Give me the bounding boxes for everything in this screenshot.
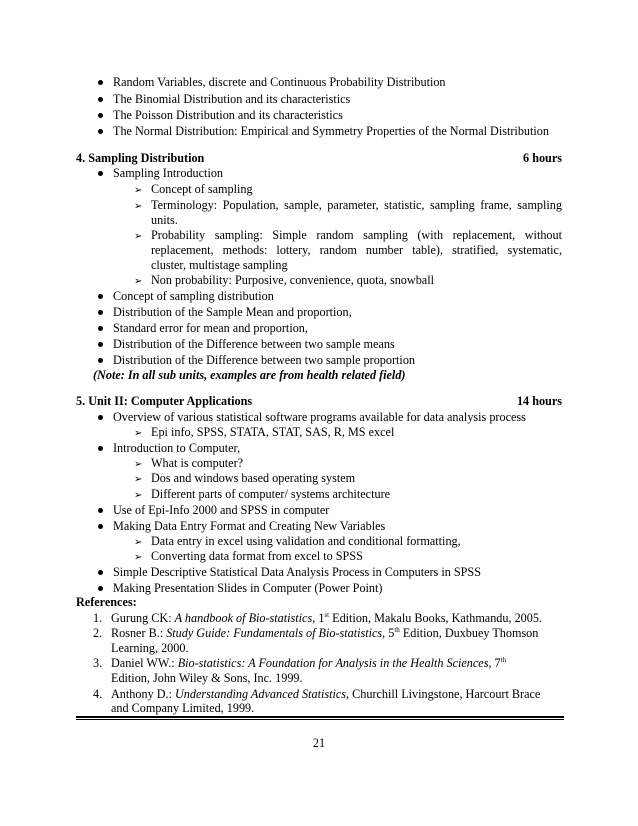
list-item: The Poisson Distribution and its characteristics bbox=[113, 108, 343, 122]
section-5-title: 5. Unit II: Computer Applications bbox=[76, 394, 253, 408]
sub-list-item: Data entry in excel using validation and conditional formatting, bbox=[151, 534, 461, 548]
list-item: Overview of various statistical software programs available for data analysis process bbox=[113, 410, 526, 424]
list-item: Use of Epi-Info 2000 and SPSS in computer bbox=[113, 503, 330, 517]
reference-number: 3. bbox=[93, 656, 103, 670]
sub-list-item: Non probability: Purposive, convenience, quota, snowball bbox=[151, 273, 434, 287]
list-item: Sampling Introduction bbox=[113, 166, 224, 180]
list-item: The Binomial Distribution and its characteristics bbox=[113, 92, 351, 106]
section-4-note: (Note: In all sub units, examples are from health related field) bbox=[93, 368, 406, 382]
list-item: Distribution of the Difference between two sample means bbox=[113, 337, 395, 351]
reference-2-cont: Learning, 2000. bbox=[111, 641, 189, 655]
sub-list-item: Terminology: Population, sample, parameter, statistic, sampling frame, sampling bbox=[151, 198, 562, 212]
sub-list-item-cont: units. bbox=[151, 213, 178, 227]
reference-4-cont: and Company Limited, 1999. bbox=[111, 701, 255, 715]
sub-list-item: Different parts of computer/ systems architecture bbox=[151, 487, 391, 501]
list-item: Simple Descriptive Statistical Data Analysis Process in Computers in SPSS bbox=[113, 565, 481, 579]
section-4-hours: 6 hours bbox=[523, 151, 562, 165]
footer-divider-thin bbox=[76, 719, 564, 720]
list-item: Standard error for mean and proportion, bbox=[113, 321, 308, 335]
sub-list-item: Dos and windows based operating system bbox=[151, 471, 356, 485]
arrow-bullet-icon: ➢ bbox=[134, 185, 143, 196]
references-heading: References: bbox=[76, 595, 137, 609]
list-item: Introduction to Computer, bbox=[113, 441, 241, 455]
arrow-bullet-icon: ➢ bbox=[134, 428, 143, 439]
list-item: The Normal Distribution: Empirical and Symmetry Properties of the Normal Distribution bbox=[113, 124, 549, 138]
arrow-bullet-icon: ➢ bbox=[134, 474, 143, 485]
reference-4: Anthony D.: Understanding Advanced Statistics, Churchill Livingstone, Harcourt Brace bbox=[111, 687, 541, 701]
list-item: Making Presentation Slides in Computer (Power Point) bbox=[113, 581, 383, 595]
section-4-title: 4. Sampling Distribution bbox=[76, 151, 205, 165]
page-number: 21 bbox=[312, 736, 326, 750]
section-5-hours: 14 hours bbox=[516, 394, 562, 408]
sub-list-item: Concept of sampling bbox=[151, 182, 253, 196]
reference-3: Daniel WW.: Bio-statistics: A Foundation for Analysis in the Health Sciences, 7th bbox=[111, 656, 507, 670]
reference-1: Gurung CK: A handbook of Bio-statistics, 1st Edition, Makalu Books, Kathmandu, 2005. bbox=[111, 611, 543, 625]
list-item: Random Variables, discrete and Continuous Probability Distribution bbox=[113, 75, 446, 89]
sub-list-item-cont: replacement, methods: lottery, random number table), stratified, systematic, bbox=[151, 243, 562, 257]
list-item: Concept of sampling distribution bbox=[113, 289, 274, 303]
arrow-bullet-icon: ➢ bbox=[134, 552, 143, 563]
list-item: Distribution of the Sample Mean and proportion, bbox=[113, 305, 352, 319]
arrow-bullet-icon: ➢ bbox=[134, 459, 143, 470]
reference-number: 2. bbox=[93, 626, 103, 640]
sub-list-item: Converting data format from excel to SPSS bbox=[151, 549, 363, 563]
sub-list-item: Epi info, SPSS, STATA, STAT, SAS, R, MS excel bbox=[151, 425, 395, 439]
arrow-bullet-icon: ➢ bbox=[134, 276, 143, 287]
sub-list-item: Probability sampling: Simple random sampling (with replacement, without bbox=[151, 228, 562, 242]
list-item: Making Data Entry Format and Creating New Variables bbox=[113, 519, 386, 533]
reference-3-cont: Edition, John Wiley & Sons, Inc. 1999. bbox=[111, 671, 303, 685]
arrow-bullet-icon: ➢ bbox=[134, 231, 143, 242]
reference-number: 4. bbox=[93, 687, 103, 701]
arrow-bullet-icon: ➢ bbox=[134, 490, 143, 501]
sub-list-item: What is computer? bbox=[151, 456, 244, 470]
list-item: Distribution of the Difference between two sample proportion bbox=[113, 353, 416, 367]
arrow-bullet-icon: ➢ bbox=[134, 201, 143, 212]
reference-2: Rosner B.: Study Guide: Fundamentals of Bio-statistics, 5th Edition, Duxbuey Thomson bbox=[111, 626, 539, 640]
arrow-bullet-icon: ➢ bbox=[134, 537, 143, 548]
reference-number: 1. bbox=[93, 611, 103, 625]
sub-list-item-cont: cluster, multistage sampling bbox=[151, 258, 288, 272]
